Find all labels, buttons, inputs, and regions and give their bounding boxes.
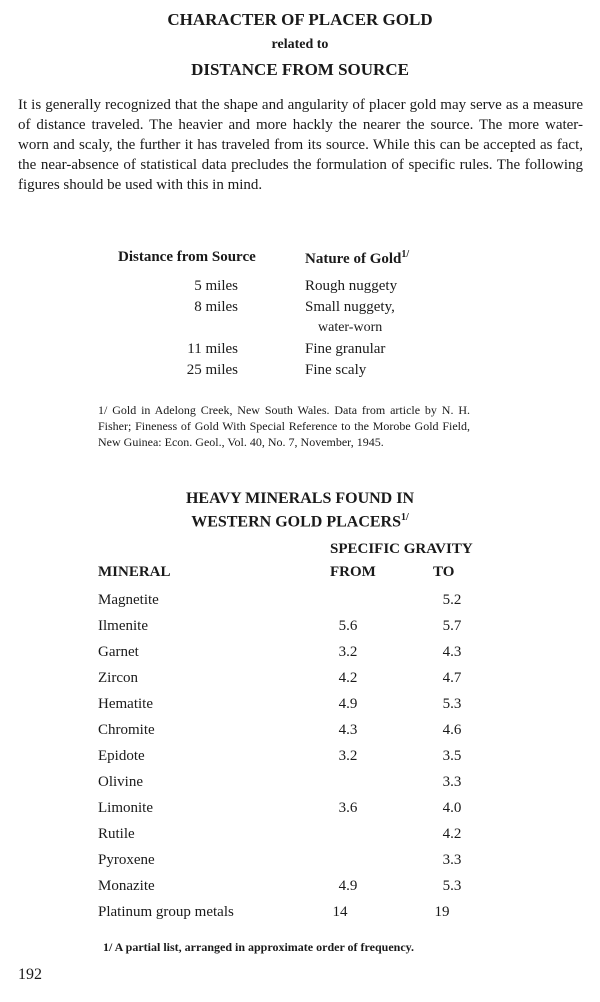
header-nature-label: Nature of Gold [305,251,402,267]
minerals-title-text: WESTERN GOLD PLACERS [191,513,402,531]
to-cell: 4.0 [442,800,462,816]
from-cell: 4.3 [338,722,358,738]
mineral-cell: Garnet [98,644,139,660]
mineral-cell: Epidote [98,748,145,764]
mineral-cell: Limonite [98,800,153,816]
to-cell: 4.2 [442,826,462,842]
mineral-cell: Platinum group metals [98,904,234,920]
distance-cell: 5 miles [194,278,238,294]
mineral-cell: Hematite [98,696,153,712]
mineral-cell: Chromite [98,722,155,738]
from-cell: 4.9 [338,878,358,894]
from-cell: 3.2 [338,644,358,660]
from-cell: 3.2 [338,748,358,764]
title-line-2: related to [271,37,329,52]
to-cell: 3.3 [442,774,462,790]
nature-cell: Rough nuggety [305,278,398,294]
header-to: TO [433,564,455,580]
table-row [0,722,600,744]
mineral-cell: Monazite [98,878,155,894]
mineral-cell: Magnetite [98,592,159,608]
to-cell: 5.7 [442,618,462,634]
to-cell: 5.3 [442,696,462,712]
nature-cell: Fine granular [305,341,386,357]
table-row [0,592,600,614]
to-cell: 4.7 [442,670,462,686]
mineral-cell: Olivine [98,774,143,790]
mineral-cell: Rutile [98,826,135,842]
title-line-3: DISTANCE FROM SOURCE [191,60,409,79]
table-row [0,904,600,926]
from-cell: 14 [332,904,348,920]
header-from: FROM [330,564,376,580]
distance-cell: 25 miles [186,362,238,378]
to-cell: 5.2 [442,592,462,608]
header-specific-gravity: SPECIFIC GRAVITY [330,541,473,557]
table-row [0,774,600,796]
table-row [0,852,600,874]
intro-paragraph: It is generally recognized that the shape and angularity of placer gold may serve as a measure of distance traveled. The heavier and more hackly the nearer the source. The more water-worn and scaly, the further it has traveled from its source. While this can be accepted as fact, the near-absence of statistical data precludes the formulation of specific rules. The following figures should be used with this in mind. [18,97,583,193]
minerals-title-line-2 [0,512,600,531]
nature-cell-continued: water-worn [318,320,383,335]
mineral-cell: Pyroxene [98,852,155,868]
page-number: 192 [18,966,42,983]
minerals-footnote: 1/ A partial list, arranged in approximate order of frequency. [103,940,414,954]
header-distance: Distance from Source [118,249,256,265]
table-row [0,748,600,770]
header-nature [305,249,409,268]
table-row [0,618,600,640]
from-cell: 4.2 [338,670,358,686]
mineral-cell: Ilmenite [98,618,148,634]
distance-footnote: 1/ Gold in Adelong Creek, New South Wales. Data from article by N. H. Fisher; Fineness of Gold With Special Reference to the Morobe Gold Field, New Guinea: Econ. Geol., Vol. 40, No. 7, November, 1945. [98,403,470,449]
to-cell: 5.3 [442,878,462,894]
title-line-1: CHARACTER OF PLACER GOLD [167,10,433,29]
table-row [0,644,600,666]
table-row [0,826,600,848]
nature-cell: Fine scaly [305,362,367,378]
to-cell: 3.3 [442,852,462,868]
mineral-cell: Zircon [98,670,138,686]
to-cell: 3.5 [442,748,462,764]
table-row [0,670,600,692]
distance-cell: 8 miles [194,299,238,315]
minerals-title-mark: 1/ [401,512,409,523]
to-cell: 4.6 [442,722,462,738]
minerals-title-line-1: HEAVY MINERALS FOUND IN [185,490,415,507]
header-nature-mark: 1/ [401,249,410,260]
from-cell: 3.6 [338,800,358,816]
distance-cell: 11 miles [187,341,238,357]
header-mineral: MINERAL [98,564,171,580]
table-row [0,696,600,718]
table-row [0,800,600,822]
to-cell: 4.3 [442,644,462,660]
from-cell: 5.6 [338,618,358,634]
from-cell: 4.9 [338,696,358,712]
table-row [0,878,600,900]
to-cell: 19 [434,904,450,920]
nature-cell: Small nuggety, [305,299,395,315]
